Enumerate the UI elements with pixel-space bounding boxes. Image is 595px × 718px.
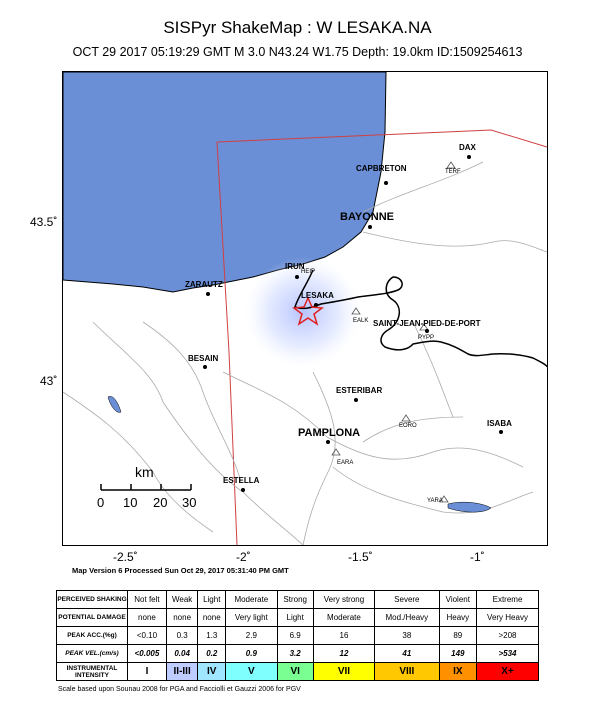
intensity-cell: IX (439, 663, 476, 681)
lat-tick-43-5: 43.5˚ (30, 215, 58, 229)
lon-tick-minus-2: -2˚ (236, 550, 251, 564)
cell: Light (198, 591, 226, 609)
scale-tick-30: 30 (182, 495, 197, 510)
lon-tick-minus-1-5: -1.5˚ (348, 550, 373, 564)
row-label: POTENTIAL DAMAGE (57, 609, 128, 627)
cell: 0.2 (198, 645, 226, 663)
city-esteribar: ESTERIBAR (336, 386, 383, 395)
map-title: SISPyr ShakeMap : W LESAKA.NA (163, 18, 432, 37)
cell: none (128, 609, 167, 627)
reservoir-yesa (448, 502, 491, 512)
cell: Very strong (313, 591, 374, 609)
cell: 38 (375, 627, 440, 645)
cell: 3.2 (277, 645, 313, 663)
city-dax: DAX (459, 143, 476, 152)
cell: Violent (439, 591, 476, 609)
city-isaba: ISABA (487, 419, 512, 428)
scale-bar (101, 484, 191, 490)
cell: 89 (439, 627, 476, 645)
sea-area (63, 72, 386, 292)
row-label: INSTRUMENTAL INTENSITY (57, 663, 128, 681)
city-estella: ESTELLA (223, 476, 260, 485)
cell: none (166, 609, 197, 627)
intensity-cell: IV (198, 663, 226, 681)
city-pamplona: PAMPLONA (298, 427, 361, 439)
cell: none (198, 609, 226, 627)
cell: 0.04 (166, 645, 197, 663)
station-terf: TERF (445, 169, 461, 175)
scale-tick-20: 20 (153, 495, 168, 510)
cell: 41 (375, 645, 440, 663)
row-instrumental-intensity (57, 663, 539, 681)
city-saint-jean-pied-de-port: SAINT-JEAN-PIED-DE-PORT (373, 319, 481, 328)
intensity-cell: X+ (477, 663, 539, 681)
scale-tick-0: 0 (97, 495, 105, 510)
cell: Light (277, 609, 313, 627)
cell: Moderate (226, 591, 277, 609)
scale-unit: km (135, 464, 154, 480)
city-capbreton: CAPBRETON (356, 164, 407, 173)
row-label: PEAK VEL.(cm/s) (57, 645, 128, 663)
city-irun: IRUN (285, 262, 305, 271)
lake-west (108, 396, 121, 412)
cell: Very Heavy (477, 609, 539, 627)
lat-tick-43: 43˚ (40, 374, 58, 388)
station-eoro: EORO (399, 423, 417, 429)
city-besain: BESAIN (188, 354, 219, 363)
station-eara: EARA (337, 460, 354, 466)
cell: Very light (226, 609, 277, 627)
cell: 16 (313, 627, 374, 645)
cell: 0.3 (166, 627, 197, 645)
row-label: PEAK ACC.(%g) (57, 627, 128, 645)
intensity-cell: I (128, 663, 167, 681)
cell: 0.9 (226, 645, 277, 663)
cell: Strong (277, 591, 313, 609)
city-zarautz: ZARAUTZ (185, 280, 223, 289)
intensity-cell: VI (277, 663, 313, 681)
city-lesaka: LESAKA (301, 291, 334, 300)
cell: <0.005 (128, 645, 167, 663)
intensity-cell: VIII (375, 663, 440, 681)
cell: Severe (375, 591, 440, 609)
cell: Heavy (439, 609, 476, 627)
station-yara: YARA (427, 498, 443, 504)
cell: <0.10 (128, 627, 167, 645)
cell: >208 (477, 627, 539, 645)
row-perceived-shaking (57, 591, 539, 609)
lon-tick-minus-2-5: -2.5˚ (113, 550, 138, 564)
cell: Not felt (128, 591, 167, 609)
cell: 6.9 (277, 627, 313, 645)
footnote: Scale based upon Sounau 2008 for PGA and Facciolli et Gauzzi 2006 for PGV (58, 686, 301, 693)
cell: Weak (166, 591, 197, 609)
station-heip: HEIP (301, 269, 316, 275)
scale-tick-10: 10 (123, 495, 138, 510)
intensity-cell: V (226, 663, 277, 681)
intensity-cell: II-III (166, 663, 197, 681)
cell: 12 (313, 645, 374, 663)
cell: Extreme (477, 591, 539, 609)
event-info: OCT 29 2017 05:19:29 GMT M 3.0 N43.24 W1.75 Depth: 19.0km ID:1509254613 (72, 45, 523, 59)
intensity-legend-table (56, 590, 539, 681)
cell: Mod./Heavy (375, 609, 440, 627)
cell: 149 (439, 645, 476, 663)
cell: 1.3 (198, 627, 226, 645)
station-pypp: PYPP (418, 335, 435, 341)
city-bayonne: BAYONNE (340, 211, 394, 223)
shakemap-area[interactable] (62, 71, 548, 546)
station-ealk: EALK (353, 318, 369, 324)
processed-note: Map Version 6 Processed Sun Oct 29, 2017 05:31:40 PM GMT (72, 566, 289, 575)
row-label: PERCEIVED SHAKING (57, 591, 128, 609)
row-peak-acc (57, 627, 539, 645)
cell: 2.9 (226, 627, 277, 645)
lon-tick-minus-1: -1˚ (470, 550, 485, 564)
row-potential-damage (57, 609, 539, 627)
cell: Moderate (313, 609, 374, 627)
row-peak-vel (57, 645, 539, 663)
cell: >534 (477, 645, 539, 663)
intensity-cell: VII (313, 663, 374, 681)
